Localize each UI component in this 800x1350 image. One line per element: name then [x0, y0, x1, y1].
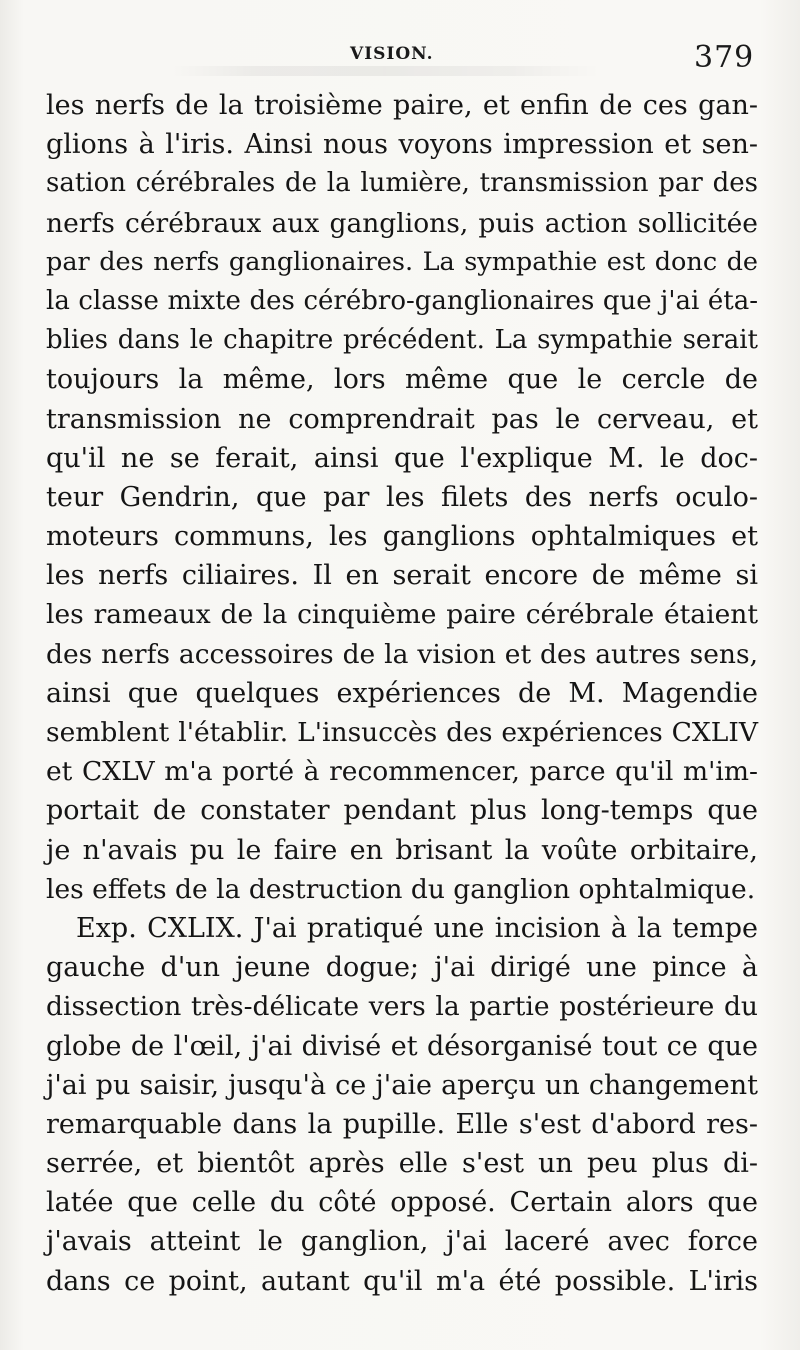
text-line: teur Gendrin, que par les filets des nerfs oculo-: [46, 481, 758, 513]
text-line: dissection très-délicate vers la partie postérieure du: [46, 991, 758, 1023]
text-line: toujours la même, lors même que le cercle de: [46, 364, 758, 396]
text-line: nerfs cérébraux aux ganglions, puis action sollicitée: [46, 207, 758, 239]
text-line: Exp. CXLIX. J'ai pratiqué une incision à la tempe: [76, 912, 758, 944]
text-line: les nerfs ciliaires. Il en serait encore de même si: [46, 560, 758, 592]
text-line: moteurs communs, les ganglions ophtalmiques et: [46, 521, 758, 553]
text-line: dans ce point, autant qu'il m'a été possible. L'iris: [46, 1265, 758, 1297]
text-line: j'ai pu saisir, jusqu'à ce j'aie aperçu un changement: [46, 1069, 758, 1101]
text-line: transmission ne comprendrait pas le cerveau, et: [46, 403, 758, 435]
text-line: les rameaux de la cinquième paire cérébrale étaient: [46, 599, 758, 631]
text-line: latée que celle du côté opposé. Certain alors que: [46, 1187, 758, 1219]
text-line: qu'il ne se ferait, ainsi que l'explique M. le doc-: [46, 442, 758, 474]
text-line: j'avais atteint le ganglion, j'ai laceré avec force: [46, 1226, 758, 1258]
text-line: globe de l'œil, j'ai divisé et désorganisé tout ce que: [46, 1030, 758, 1062]
text-line: blies dans le chapitre précédent. La sympathie serait: [46, 325, 758, 356]
page-number: 379: [694, 40, 755, 75]
text-line: et CXLV m'a porté à recommencer, parce qu'il m'im-: [46, 756, 758, 788]
paragraph-1: [46, 86, 758, 909]
text-line: remarquable dans la pupille. Elle s'est d'abord res-: [46, 1108, 758, 1140]
text-line: semblent l'établir. L'insuccès des expériences CXLIV: [46, 717, 758, 748]
text-line: portait de constater pendant plus long-temps que: [46, 795, 758, 827]
paragraph-2: [46, 909, 758, 1301]
text-line: les effets de la destruction du ganglion ophtalmique.: [46, 873, 756, 905]
text-line: par des nerfs ganglionaires. La sympathie est donc de: [46, 246, 758, 277]
text-line: des nerfs accessoires de la vision et des autres sens,: [46, 638, 758, 670]
text-line: glions à l'iris. Ainsi nous voyons impression et sen-: [46, 129, 758, 161]
text-line: serrée, et bientôt après elle s'est un peu plus di-: [46, 1148, 758, 1180]
body-text: [46, 86, 758, 1301]
running-head: VISION.: [350, 44, 434, 64]
text-line: la classe mixte des cérébro-ganglionaires que j'ai éta-: [46, 285, 758, 316]
text-line: je n'avais pu le faire en brisant la voûte orbitaire,: [46, 834, 758, 866]
text-line: les nerfs de la troisième paire, et enfin de ces gan-: [46, 90, 758, 121]
text-line: ainsi que quelques expériences de M. Magendie: [46, 677, 758, 709]
text-line: gauche d'un jeune dogue; j'ai dirigé une pince à: [46, 952, 758, 984]
bleed-through-shadow: [170, 66, 600, 76]
text-line: sation cérébrales de la lumière, transmission par des: [46, 168, 758, 199]
